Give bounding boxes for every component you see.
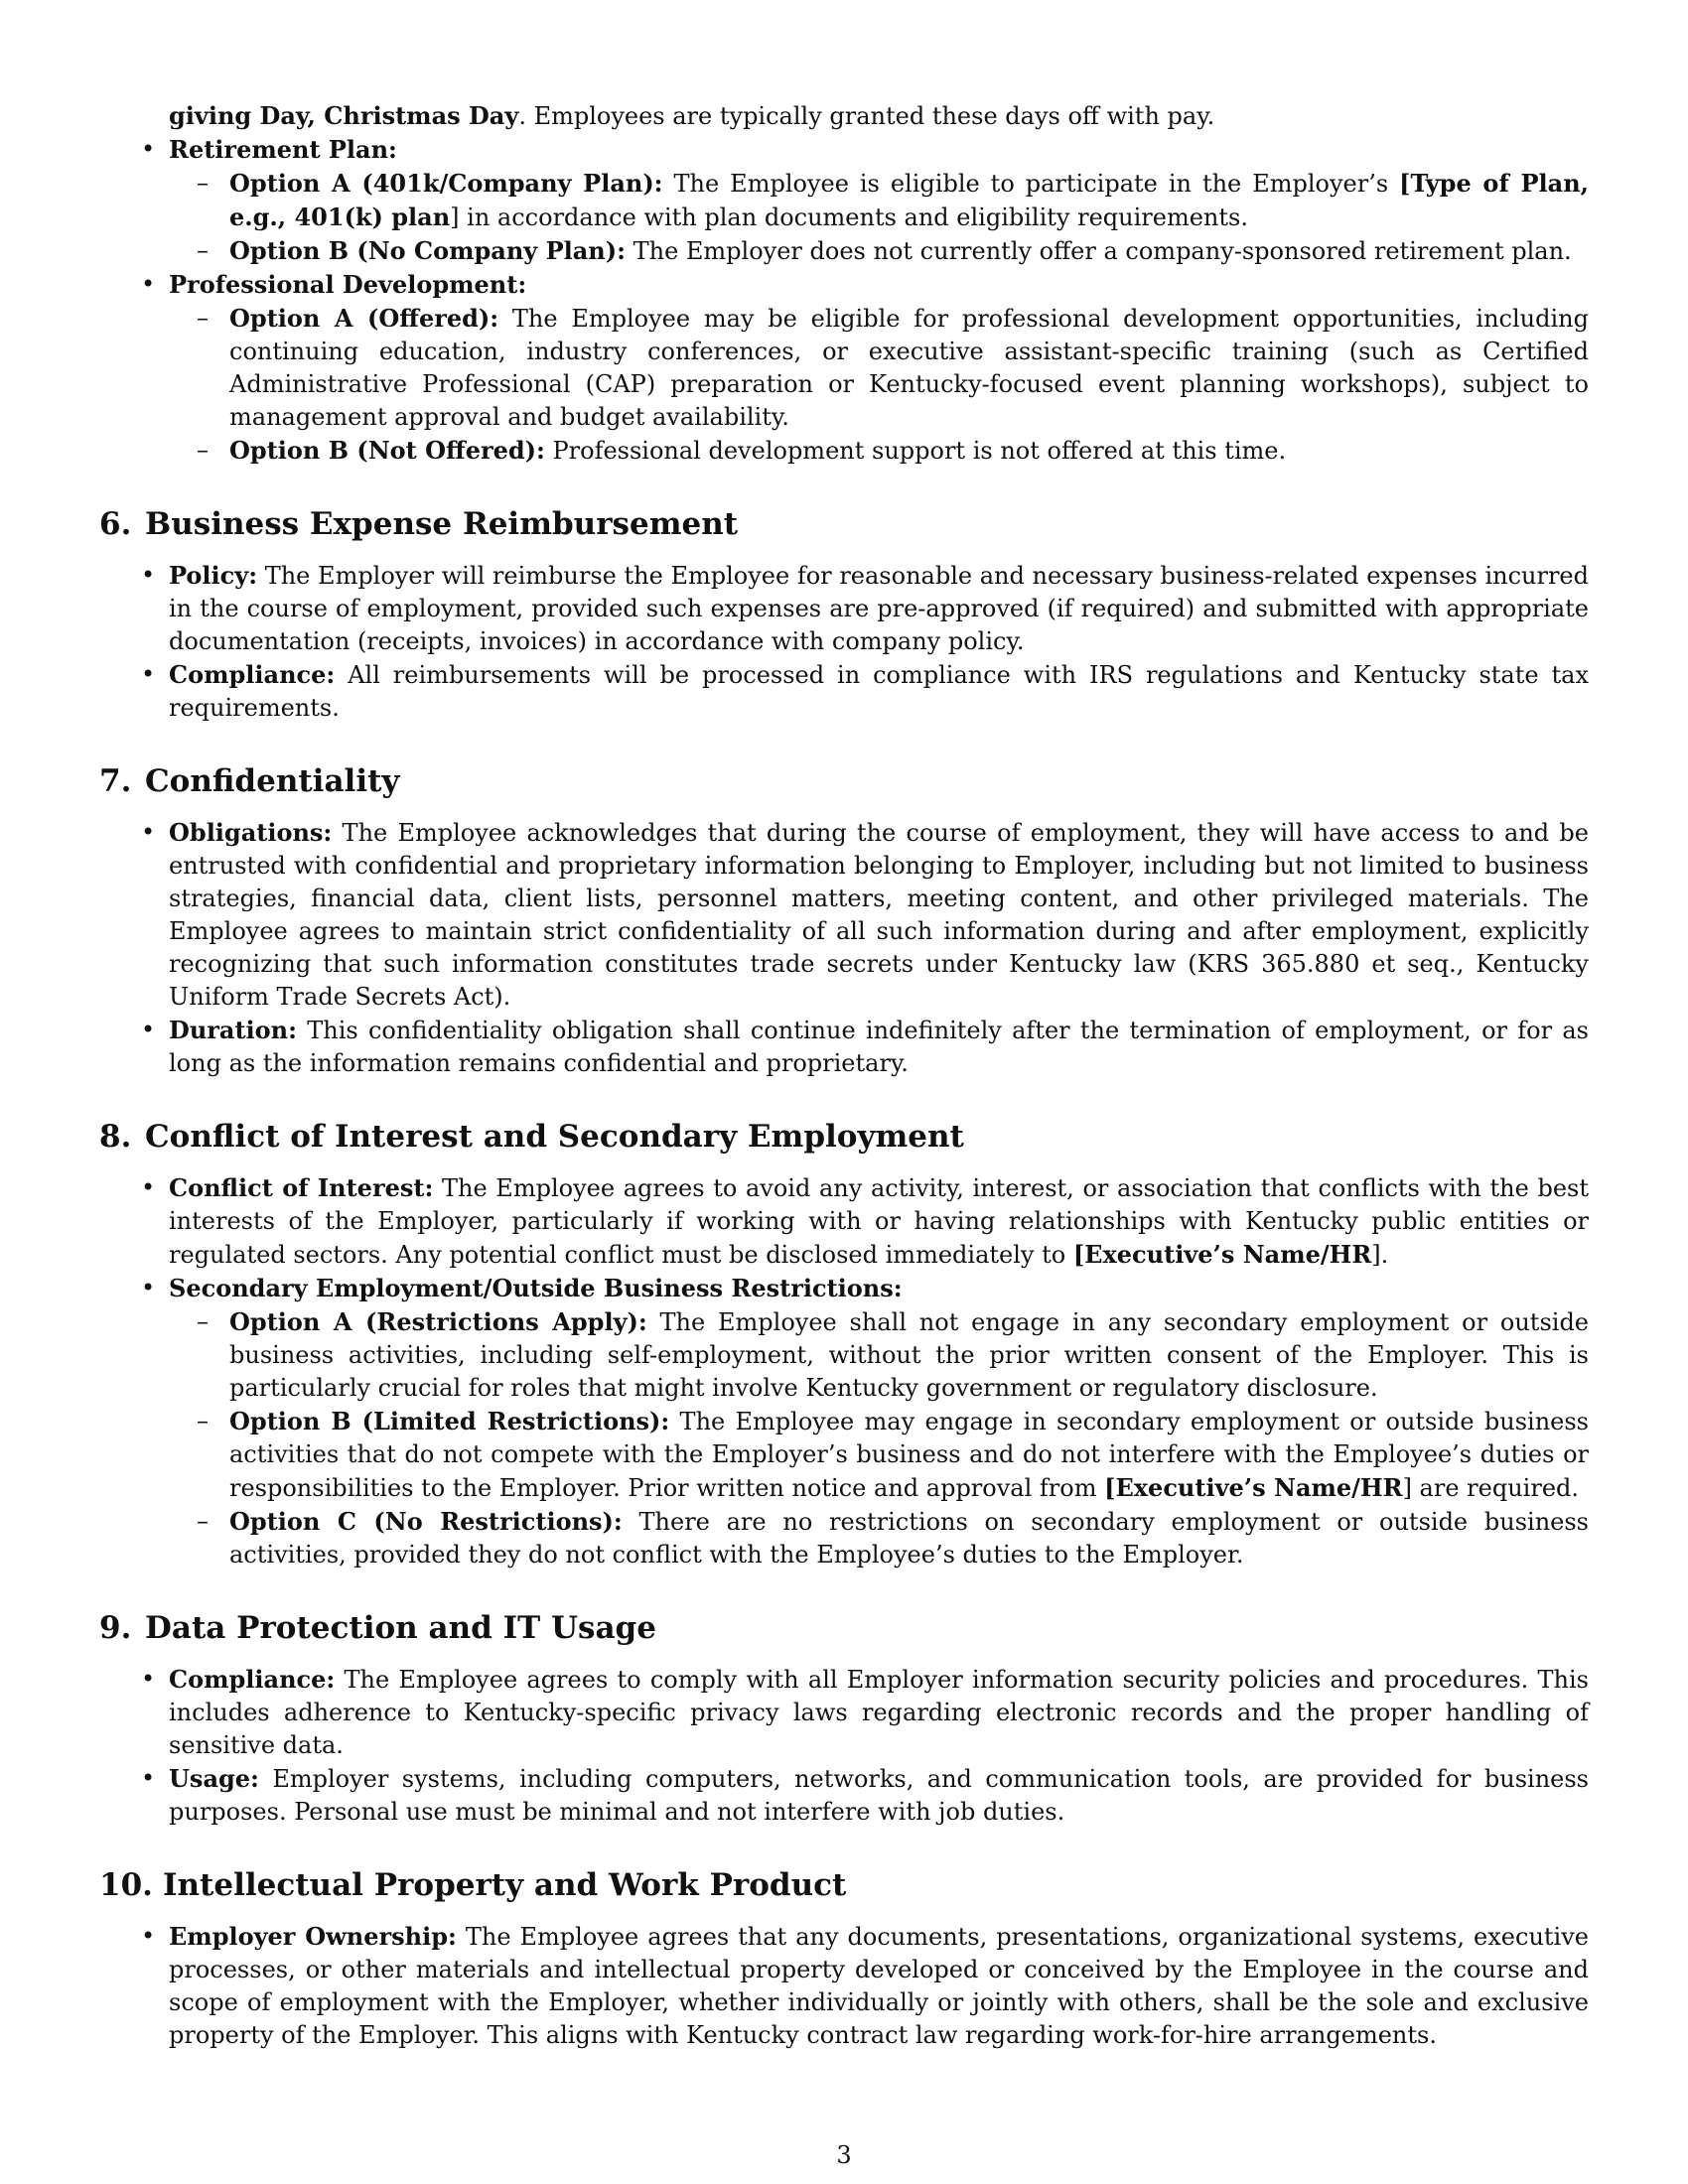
option-text: There are no restrictions on secondary employment or outside business activities, provided they do not conflict with the Employee’s duties to the Employer. — [229, 1508, 1589, 1569]
item-label: Conflict of Interest: — [169, 1173, 434, 1202]
option-text: The Employee may engage in secondary employment or outside business activities that do not compete with the Employer’s business and do not interfere with the Employee’s duties or responsibilities to the Employer. Prior written notice and approval from — [229, 1408, 1589, 1502]
section-number: 10. — [99, 1867, 153, 1903]
list-item-compliance — [99, 658, 1589, 725]
section-number: 7. — [99, 763, 132, 799]
option-label: Option A (Offered): — [229, 304, 499, 333]
section-6-list — [99, 559, 1589, 725]
section-8-list — [99, 1171, 1589, 1571]
item-text: Employer systems, including computers, networks, and communication tools, are provided for business purposes. Personal use must be minimal and not interfere with job duties. — [169, 1765, 1589, 1826]
option-text: The Employee is eligible to participate in the Employer’s — [662, 170, 1400, 198]
item-text: The Employee acknowledges that during the course of employment, they will have access to and be entrusted with confidential and proprietary information belonging to Employer, including but not limited to business strategies, financial data, client lists, personnel matters, meeting content, and other privileged materials. The Employee agrees to maintain strict confidentiality of all such information during and after employment, explicitly recognizing that such information constitutes trade secrets under Kentucky law (KRS 365.880 et seq., Kentucky Uniform Trade Secrets Act). — [169, 819, 1589, 1011]
list-item-option-c — [169, 1505, 1589, 1571]
section-title: Intellectual Property and Work Product — [163, 1867, 847, 1903]
list-item-employer-ownership — [99, 1920, 1589, 2052]
list-item-profdev-a — [169, 302, 1589, 434]
section-title: Confidentiality — [145, 763, 400, 799]
holidays-text: . Employees are typically granted these days off with pay. — [518, 102, 1215, 130]
page-content — [99, 99, 1589, 2052]
list-item-profdev-b — [169, 434, 1589, 468]
page-number: 3 — [836, 2141, 852, 2169]
placeholder-text: [Executive’s Name/HR — [1104, 1473, 1403, 1502]
item-label: Employer Ownership: — [169, 1922, 457, 1951]
holidays-continuation — [99, 99, 1589, 133]
section-heading-6 — [99, 505, 1589, 543]
item-label: Policy: — [169, 561, 258, 590]
item-text: All reimbursements will be processed in compliance with IRS regulations and Kentucky state tax requirements. — [169, 661, 1589, 722]
section-title: Business Expense Reimbursement — [145, 506, 739, 542]
section-heading-9 — [99, 1609, 1589, 1647]
retirement-label: Retirement Plan: — [169, 135, 397, 164]
list-item-policy — [99, 559, 1589, 658]
option-label: Option B (Limited Restrictions): — [229, 1407, 670, 1435]
section-7-list — [99, 816, 1589, 1080]
holidays-bold-text: giving Day, Christmas Day — [169, 101, 519, 130]
option-text: The Employee shall not engage in any secondary employment or outside business activities, including self-employment, without the prior written consent of the Employer. This is particularly crucial for roles that might involve Kentucky government or regulatory disclosure. — [229, 1308, 1590, 1402]
item-label: Usage: — [169, 1764, 259, 1793]
option-label: Option B (Not Offered): — [229, 436, 545, 465]
section-heading-10 — [99, 1866, 1589, 1904]
list-item-option-b — [169, 1405, 1589, 1505]
item-label: Secondary Employment/Outside Business Restrictions: — [169, 1274, 903, 1302]
option-label: Option C (No Restrictions): — [229, 1507, 623, 1536]
list-item-professional-development — [99, 268, 1589, 468]
section-heading-8 — [99, 1118, 1589, 1156]
item-label: Compliance: — [169, 1665, 336, 1694]
section-heading-7 — [99, 762, 1589, 800]
item-label: Duration: — [169, 1016, 297, 1044]
benefits-list — [99, 133, 1589, 468]
section-title: Data Protection and IT Usage — [145, 1610, 656, 1646]
section-9-list — [99, 1663, 1589, 1829]
retirement-options — [169, 167, 1589, 268]
item-text: The Employee agrees to avoid any activity, interest, or association that conflicts with the best interests of the Employer, particularly if working with or having relationships with Kentucky public entities or regulated sectors. Any potential conflict must be disclosed immediately to — [169, 1174, 1589, 1269]
option-label: Option A (Restrictions Apply): — [229, 1307, 647, 1336]
list-item-retirement — [99, 133, 1589, 268]
list-item-compliance — [99, 1663, 1589, 1762]
option-text: Professional development support is not offered at this time. — [544, 437, 1287, 465]
section-number: 6. — [99, 506, 132, 542]
list-item-obligations — [99, 816, 1589, 1014]
placeholder-text: [Executive’s Name/HR — [1072, 1240, 1372, 1269]
profdev-label: Professional Development: — [169, 270, 527, 299]
option-label: Option B (No Company Plan): — [229, 236, 626, 265]
section-title: Conflict of Interest and Secondary Employment — [145, 1119, 964, 1155]
option-text: ] in accordance with plan documents and eligibility requirements. — [450, 204, 1248, 231]
option-text: ] are required. — [1402, 1474, 1580, 1502]
profdev-options — [169, 302, 1589, 468]
section-number: 9. — [99, 1610, 132, 1646]
option-label: Option A (401k/Company Plan): — [229, 169, 663, 198]
secondary-options — [169, 1305, 1589, 1571]
list-item-conflict-of-interest — [99, 1171, 1589, 1272]
item-text: The Employer will reimburse the Employee for reasonable and necessary business-related expenses incurred in the course of employment, provided such expenses are pre-approved (if required) and submitted with appropriate documentation (receipts, invoices) in accordance with company policy. — [169, 562, 1589, 655]
item-text: ]. — [1371, 1241, 1389, 1269]
item-text: The Employee agrees that any documents, presentations, organizational systems, executive processes, or other materials and intellectual property developed or conceived by the Employee in the course and scope of employment with the Employer, whether individually or jointly with others, shall be the sole and exclusive property of the Employer. This aligns with Kentucky contract law regarding work-for-hire arrangements. — [169, 1923, 1589, 2049]
list-item-secondary-employment — [99, 1272, 1589, 1571]
item-label: Obligations: — [169, 818, 333, 847]
list-item-usage — [99, 1762, 1589, 1829]
item-text: The Employee agrees to comply with all Employer information security policies and procedures. This includes adherence to Kentucky-specific privacy laws regarding electronic records and the proper handling of sensitive data. — [169, 1666, 1589, 1759]
list-item-retirement-a — [169, 167, 1589, 234]
section-10-list — [99, 1920, 1589, 2052]
option-text: The Employee may be eligible for professional development opportunities, including continuing education, industry conferences, or executive assistant-specific training (such as Certified Administrative Professional (CAP) preparation or Kentucky-focused event planning workshops), subject to management approval and budget availability. — [229, 305, 1589, 431]
section-number: 8. — [99, 1119, 132, 1155]
item-label: Compliance: — [169, 660, 336, 689]
list-item-retirement-b — [169, 234, 1589, 268]
placeholder-text: [Type of Plan, e.g., 401(k) plan — [229, 169, 1589, 231]
list-item-duration — [99, 1014, 1589, 1080]
item-text: This confidentiality obligation shall continue indefinitely after the termination of employment, or for as long as the information remains confidential and proprietary. — [169, 1017, 1589, 1077]
list-item-option-a — [169, 1305, 1589, 1405]
option-text: The Employer does not currently offer a company-sponsored retirement plan. — [625, 237, 1572, 265]
